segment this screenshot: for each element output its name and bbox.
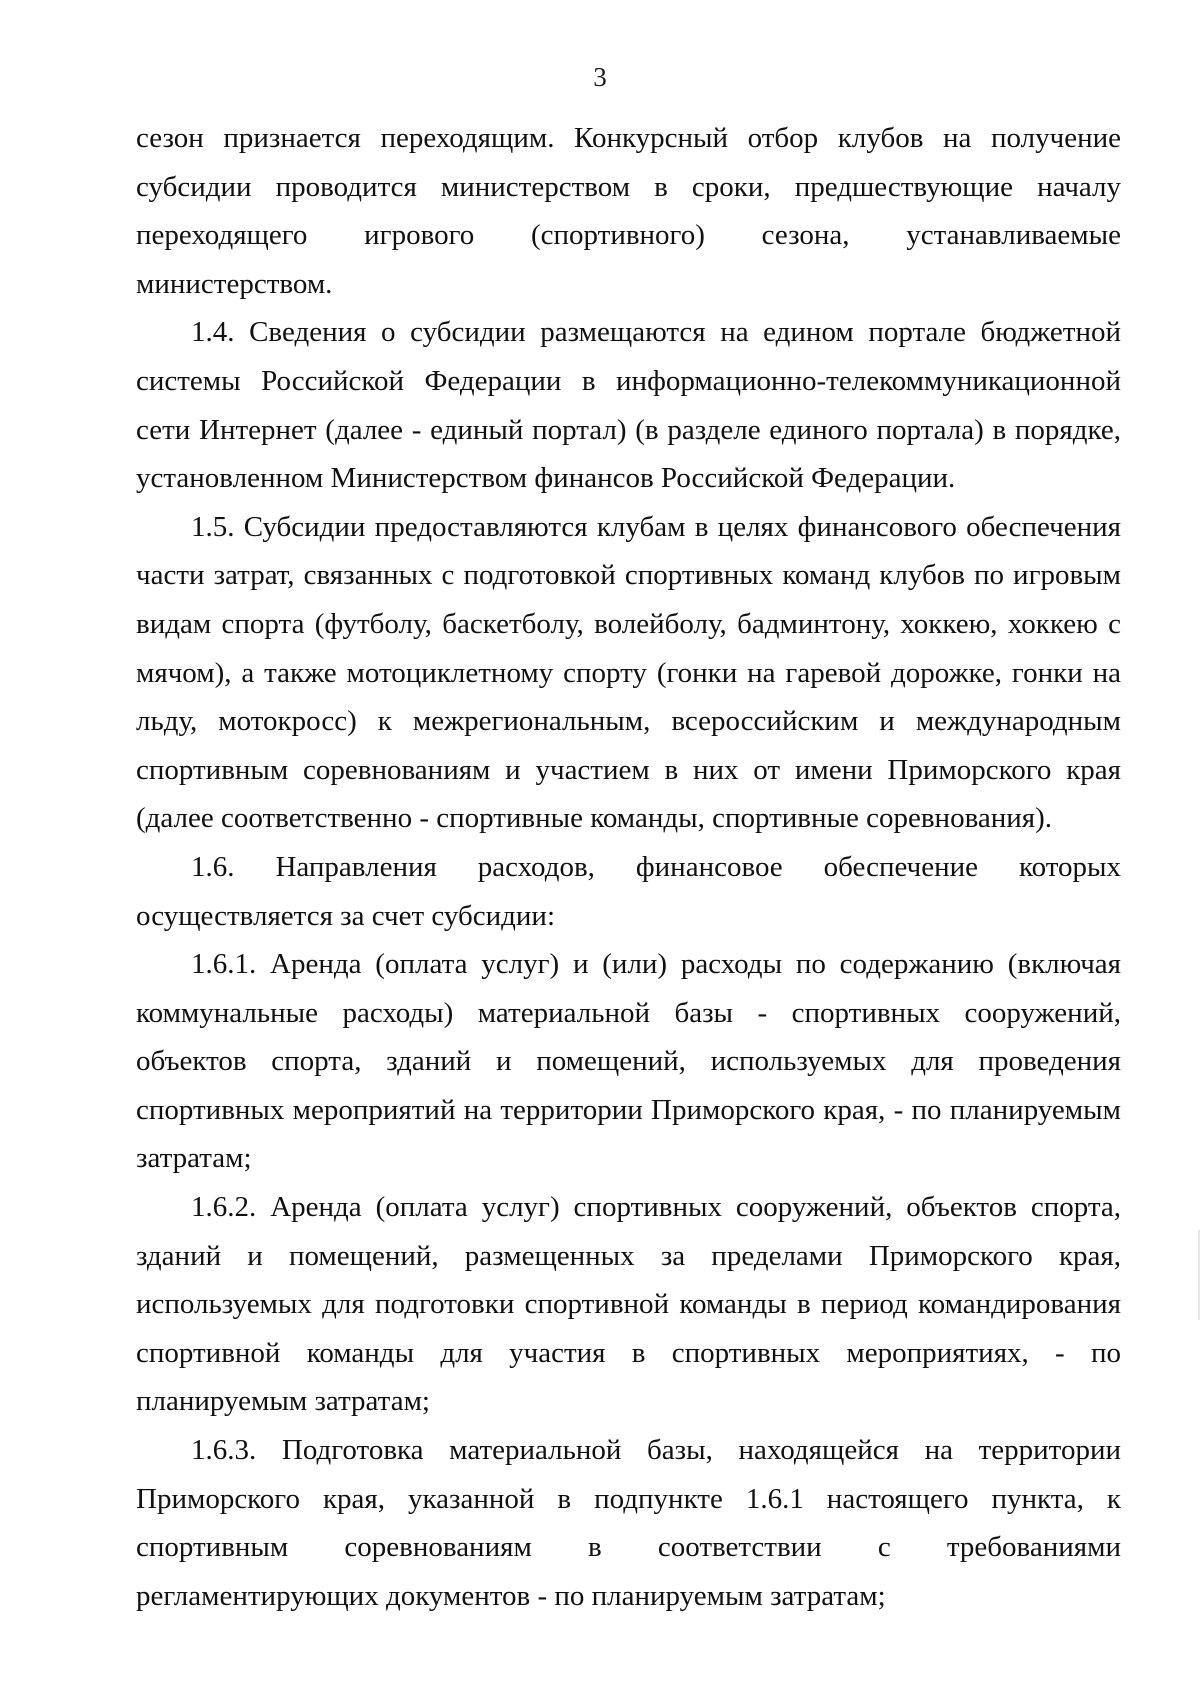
paragraph-1-6: 1.6. Направления расходов, финансовое обеспечение которых осуществляется за счет субсидии:	[136, 850, 1121, 932]
paragraph-1-6-2: 1.6.2. Аренда (оплата услуг) спортивных сооружений, объектов спорта, зданий и помещений, размещенных за пределами Приморского края, используемых для подготовки спортивной команды в период командирования спортивной команды для участия в спортивных мероприятиях, - по планируемым затратам;	[136, 1191, 1121, 1418]
paragraph-1-4: 1.4. Сведения о субсидии размещаются на едином портале бюджетной системы Российской Федерации в информационно-телекоммуникационной сети Интернет (далее - единый портал) (в разделе единого портала) в порядке, установленном Министерством финансов Российской Федерации.	[136, 316, 1121, 495]
paragraph-1-6-3: 1.6.3. Подготовка материальной базы, находящейся на территории Приморского края, указанной в подпункте 1.6.1 настоящего пункта, к спортивным соревнованиям в соответствии с требованиями регламентирующих документов - по планируемым затратам;	[136, 1434, 1121, 1612]
page-number: 3	[593, 62, 607, 92]
paragraph-1-5: 1.5. Субсидии предоставляются клубам в целях финансового обеспечения части затрат, связанных с подготовкой спортивных команд клубов по игровым видам спорта (футболу, баскетболу, волейболу, бадминтону, хоккею, хоккею с мячом), а также мотоциклетному спорту (гонки на гаревой дорожке, гонки на льду, мотокросс) к межрегиональным, всероссийским и международным спортивным соревнованиям и участием в них от имени Приморского края (далее соответственно - спортивные команды, спортивные соревнования).	[136, 510, 1121, 835]
paragraph-1-3-continuation: сезон признается переходящим. Конкурсный отбор клубов на получение субсидии проводится министерством в сроки, предшествующие началу переходящего игрового (спортивного) сезона, устанавливаемые министерством.	[136, 122, 1121, 300]
document-body	[136, 114, 1121, 1620]
paragraph-1-6-1: 1.6.1. Аренда (оплата услуг) и (или) расходы по содержанию (включая коммунальные расходы) материальной базы - спортивных сооружений, объектов спорта, зданий и помещений, используемых для проведения спортивных мероприятий на территории Приморского края, - по планируемым затратам;	[136, 948, 1121, 1175]
